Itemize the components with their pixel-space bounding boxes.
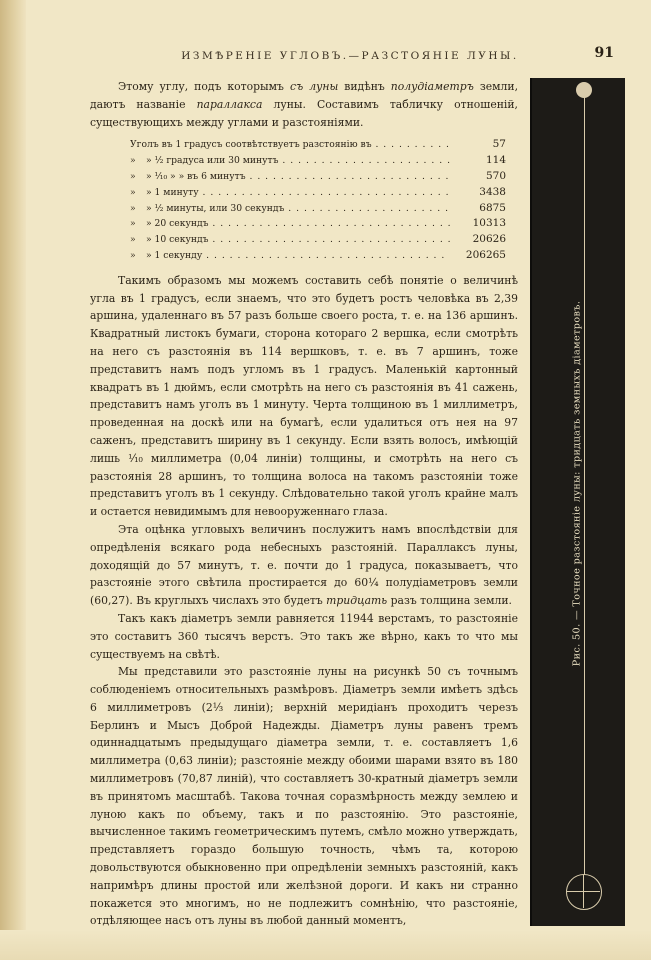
paragraph-figure-description: Мы представили это разстояніе луны на рисункѣ 50 съ точнымъ соблюденіемъ относительныхъ размѣровъ. Діаметръ земли имѣетъ здѣсь 6 миллиметровъ (2⅓ линіи); верхній меридіанъ проходитъ черезъ Берлинъ и Мысъ Доброй Надежды. Діаметръ луны равенъ тремъ одиннадцатымъ предыдущаго діаметра земли, т. е. составляетъ 1,6 миллиметра (0,63 линіи); разстояніе между обоими шарами взято въ 180 миллиметровъ (70,87 линій), что составляетъ 30-кратный діаметръ земли въ принятомъ масштабѣ. Такова точная соразмѣрность между землею и луною какъ по объему, такъ и по разстоянію. Это разстояніе, вычисленное такимъ геометрическимъ путемъ, смѣло можно утверждать, представляетъ гораздо большую точность, чѣмъ та, которою довольствуются обыкновенно при опредѣленіи земныхъ разстояній, какъ напримѣръ длины простой или желѣзной дороги. И какъ ни странно покажется это многимъ, но не подлежитъ сомнѣнію, что разстояніе, отдѣляющее насъ отъ луны въ любой данный моментъ,: [90, 665, 518, 928]
table-row: [130, 137, 506, 153]
table-label: Уголъ въ 1 градусъ соотвѣтствуетъ разстоянію въ . . .: [130, 137, 450, 153]
table-value: 57: [492, 138, 506, 151]
table-value: 206265: [465, 248, 506, 261]
ditto-mark: »: [130, 249, 136, 261]
angle-distance-table: [130, 137, 506, 263]
table-label: » ½ минуты, или 30 секундъ . . .: [146, 201, 450, 217]
italic-run: съ луны: [289, 80, 339, 93]
table-value: 6875: [479, 201, 506, 214]
figure-earth-moon-distance: [530, 78, 625, 926]
book-gutter-shadow: [0, 0, 26, 960]
table-row: [130, 232, 506, 248]
table-row: [130, 201, 506, 217]
table-value: 114: [485, 154, 506, 167]
ditto-mark: »: [130, 218, 136, 230]
figure-caption: Рис. 50. — Точное разстояніе луны: тридцать земныхъ діаметровъ.: [571, 300, 583, 667]
text-run: Эта оцѣнка угловыхъ величинъ послужитъ намъ впослѣдствіи для опредѣленія всякаго рода небесныхъ разстояній. Параллаксъ луны, доходящій до 57 минутъ, т. е. почти до 1 градуса, показываетъ, что разстояніе этого свѣтила простирается до 60¼ полудіаметровъ земли (60,27). Въ круглыхъ числахъ это будетъ: [90, 522, 518, 608]
table-row: [130, 216, 506, 232]
table-label: » 1 секунду . . .: [146, 248, 450, 264]
table-row: [130, 169, 506, 185]
ditto-mark: »: [130, 202, 136, 214]
earth-globe: [566, 874, 602, 910]
meridian-line: [583, 875, 584, 908]
table-label: » ¹⁄₁₀ » » въ 6 минутъ . . .: [146, 169, 450, 185]
running-title: ИЗМѢРЕНІЕ УГЛОВЪ.—РАЗСТОЯНІЕ ЛУНЫ.: [181, 50, 519, 62]
italic-run: тридцать: [326, 594, 388, 608]
paragraph-parallax: [90, 521, 518, 610]
main-text-column: [90, 78, 518, 930]
table-row: [130, 248, 506, 264]
table-value: 570: [485, 169, 506, 182]
italic-run: параллакса: [196, 97, 263, 111]
distance-line: [584, 86, 585, 891]
table-label: » 10 секундъ . . .: [146, 232, 450, 248]
ditto-mark: »: [130, 155, 136, 167]
paragraph-angle-examples: [90, 272, 518, 521]
italic-run: полудіаметръ: [390, 80, 474, 93]
page-bottom-edge: [0, 930, 651, 960]
text-run: Этому углу, подъ которымъ: [118, 80, 290, 93]
table-value: 10313: [472, 217, 506, 230]
intro-paragraph: [90, 78, 518, 131]
page-number: 91: [594, 45, 614, 61]
text-run: Такимъ образомъ мы можемъ составить себѣ понятіе о величинѣ угла въ 1 градусъ, если знаемъ, что это будетъ ростъ человѣка въ 2,39 аршина, удаленнаго въ 57 разъ больше своего роста, т. е. на 136 аршинъ. Квадратный листокъ бумаги, сторона котораго 2 вершка, если смотрѣть на него съ разстоянія въ 114 вершковъ, т. е. въ 7 аршинъ, тоже представитъ намъ подъ угломъ въ 1 градусъ. Маленькій картонный квадратъ въ 1 дюймъ, если смотрѣть на него съ разстоянія въ 41 сажень, представитъ намъ уголъ въ 1 минуту. Черта толщиною въ 1 миллиметръ, проведенная на доскѣ или на бумагѣ, если удалиться отъ нея на 97 саженъ, представитъ ширину въ 1 секунду. Если взять волосъ, имѣющій лишь: [90, 273, 518, 465]
table-row: [130, 185, 506, 201]
text-run: разъ толщина земли.: [387, 594, 512, 608]
fraction: ¹⁄₁₀: [128, 451, 143, 465]
ditto-mark: »: [130, 186, 136, 198]
table-row: [130, 153, 506, 169]
table-label: » ½ градуса или 30 минутъ . . .: [146, 153, 450, 169]
text-run: луны. Составимъ табличку отношеній, существующихъ между углами и разстояніями.: [90, 97, 518, 129]
text-run: видѣнъ: [338, 80, 391, 93]
text-run: земли, даютъ названіе: [90, 80, 518, 111]
table-value: 20626: [472, 233, 506, 246]
table-label: » 1 минуту . . .: [146, 185, 450, 201]
paragraph-distance: Такъ какъ діаметръ земли равняется 11944 верстамъ, то разстояніе это составитъ 360 тысячъ верстъ. Это такъ же вѣрно, какъ то что мы существуемъ на свѣтѣ.: [90, 611, 518, 661]
text-run: миллиметра (0,04 линіи) толщины, и смотрѣть на него съ разстоянія 28 аршинъ, то толщина волоса на такомъ разстояніи тоже представитъ уголъ въ 1 секунду. Слѣдовательно такой уголъ крайне малъ и остается невидимымъ для невооруженнаго глаза.: [90, 451, 519, 519]
ditto-mark: »: [130, 234, 136, 246]
table-label: » 20 секундъ . . .: [146, 216, 450, 232]
ditto-mark: »: [130, 170, 136, 182]
table-value: 3438: [479, 185, 506, 198]
